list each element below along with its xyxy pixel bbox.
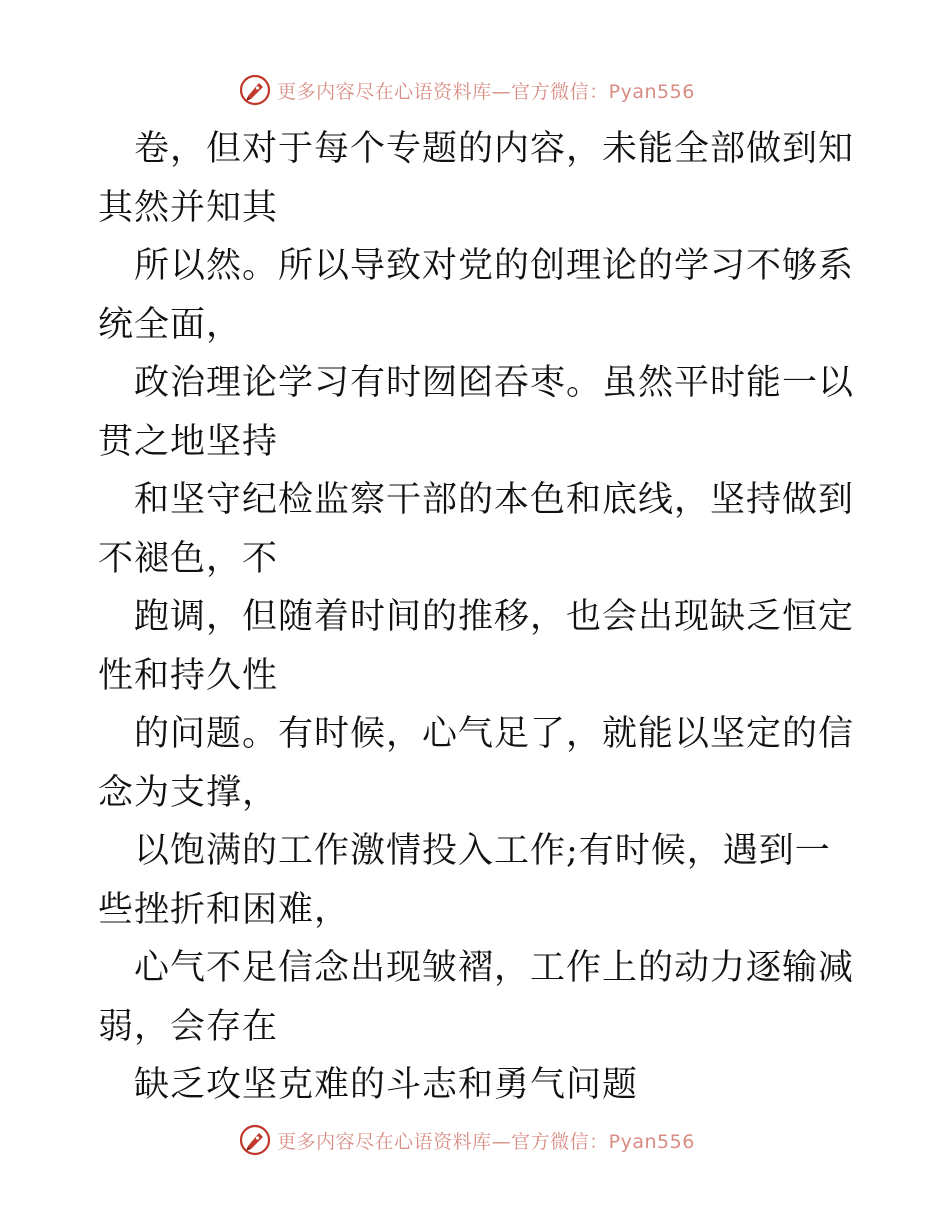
pen-nib-logo-icon xyxy=(239,74,271,106)
paragraph-7: 以饱满的工作激情投入工作;有时候，遇到一些挫折和困难， xyxy=(98,831,831,930)
footer-banner xyxy=(0,1120,950,1160)
paragraph-3: 政治理论学习有时囫囵吞枣。虽然平时能一以贯之地坚持 xyxy=(98,363,855,462)
paragraph-8: 心气不足信念出现皱褶，工作上的动力逐输减弱，会存在 xyxy=(98,948,855,1047)
paragraph-5: 跑调，但随着时间的推移，也会出现缺乏恒定性和持久性 xyxy=(98,597,855,696)
paragraph-2: 所以然。所以导致对党的创理论的学习不够系统全面， xyxy=(98,246,855,345)
paragraph-4: 和坚守纪检监察干部的本色和底线，坚持做到不褪色，不 xyxy=(98,480,855,579)
paragraph-9: 缺乏攻坚克难的斗志和勇气问题 xyxy=(134,1065,639,1105)
header-banner xyxy=(0,70,950,110)
document-body xyxy=(98,120,858,1115)
footer-banner-content xyxy=(239,1124,695,1156)
paragraph-1: 卷，但对于每个专题的内容，未能全部做到知其然并知其 xyxy=(98,129,855,228)
pen-nib-logo-icon xyxy=(239,1124,271,1156)
paragraph-6: 的问题。有时候，心气足了，就能以坚定的信念为支撑， xyxy=(98,714,855,813)
header-banner-text: 更多内容尽在心语资料库—官方微信：Pyan556 xyxy=(277,80,695,103)
header-banner-content xyxy=(239,74,695,106)
footer-banner-text: 更多内容尽在心语资料库—官方微信：Pyan556 xyxy=(277,1130,695,1153)
